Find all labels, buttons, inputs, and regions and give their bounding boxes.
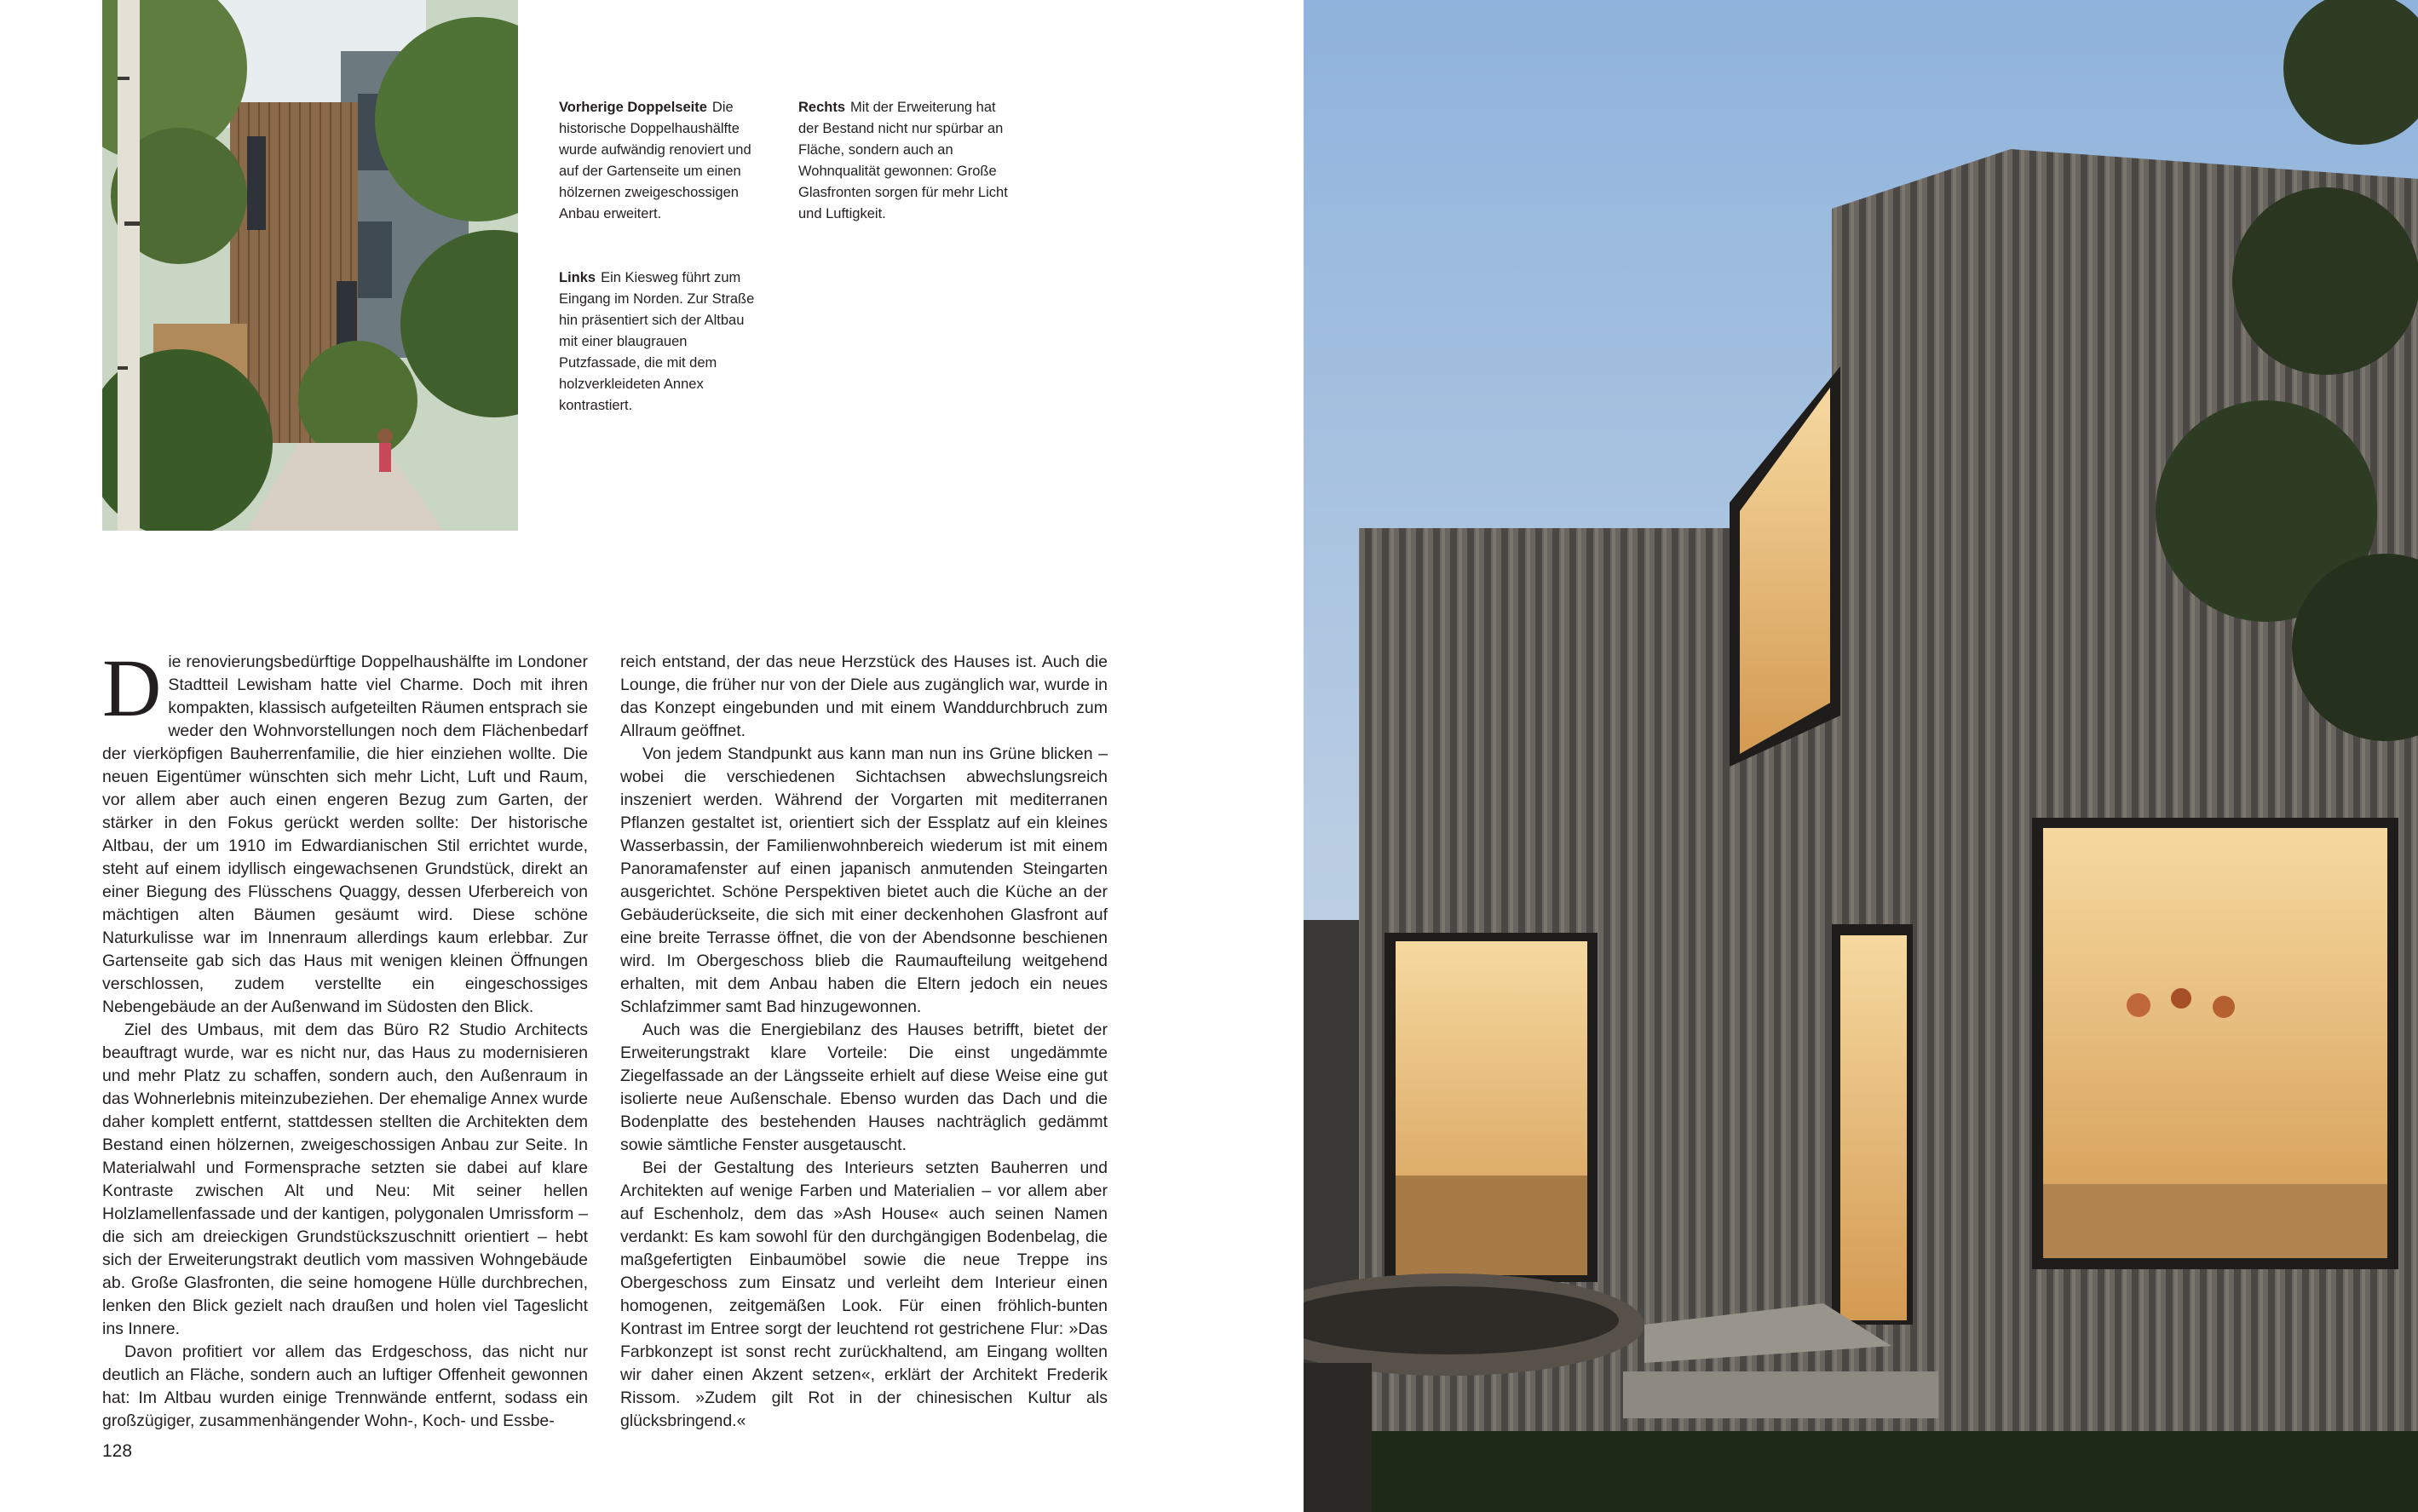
caption-label: Links — [559, 270, 596, 285]
article-column-2 — [620, 651, 1108, 1433]
photo-garden-path — [102, 0, 518, 531]
page-number: 128 — [102, 1441, 133, 1461]
article-paragraph: Ziel des Umbaus, mit dem das Büro R2 Studio Architects beauftragt wurde, war es nicht nur, das Haus zu modernisieren und mehr Platz zu schaffen, sondern auch, den Außenraum in das Wohnerlebnis miteinzubeziehen. Der ehemalige Annex wurde daher komplett entfernt, stattdessen stellten die Architekten dem Bestand einen hölzernen, zweigeschossigen Anbau zur Seite. In Materialwahl und Formensprache setzten sie dabei auf klare Kontraste zwischen Alt und Neu: Mit seiner hellen Holzlamellenfassade und der kantigen, polygonalen Umrissform – die sich am dreieckigen Grundstückszuschnitt orientiert – hebt sich der Erweiterungstrakt deutlich vom massiven Wohngebäude ab. Große Glasfronten, die seine homogene Hülle durchbrechen, lenken den Blick gezielt nach draußen und holen viel Tageslicht ins Innere. — [102, 1020, 588, 1338]
article-column-1 — [102, 642, 588, 1433]
article-paragraph: Davon profitiert vor allem das Erdgeschoss, das nicht nur deutlich an Fläche, sondern auch an luftiger Offenheit gewonnen hat: Im Altbau wurden einige Trennwände entfernt, sodass ein großzügiger, zusammenhängender Wohn-, Koch- und Essbe- — [102, 1342, 588, 1430]
caption-previous-spread — [559, 97, 763, 225]
article-paragraph: reich entstand, der das neue Herzstück des Hauses ist. Auch die Lounge, die früher nur von der Diele aus zugänglich war, wurde in das Konzept eingebunden und mit einem Wanddurchbruch zum Allraum geöffnet. — [620, 653, 1108, 740]
caption-text: Ein Kiesweg führt zum Eingang im Norden. Zur Straße hin präsentiert sich der Altbau mit einer blaugrauen Putzfassade, die mit dem holzverkleideten Annex kontrastiert. — [559, 270, 755, 413]
caption-text: Die historische Doppelhaushälfte wurde aufwändig renoviert und auf der Gartenseite um einen hölzernen zweigeschossigen Anbau erweitert. — [559, 100, 751, 221]
caption-label: Rechts — [798, 100, 846, 115]
caption-left — [559, 267, 763, 417]
caption-label: Vorherige Doppelseite — [559, 100, 707, 115]
dropcap: D — [102, 642, 162, 733]
article-paragraph: Die renovierungsbedürftige Doppelhaushälfte im Londoner Stadtteil Lewisham hatte viel Charme. Doch mit ihren kompakten, klassisch aufgeteilten Räumen entsprach sie weder den Wohnvorstellungen noch dem Flächenbedarf der vierköpfigen Bauherrenfamilie, die hier einziehen wollte. Die neuen Eigentümer wünschten sich mehr Licht, Luft und Raum, vor allem aber auch einen engeren Bezug zum Garten, der stärker in den Fokus gerückt werden sollte: Der historische Altbau, der um 1910 im Edwardianischen Stil errichtet wurde, steht auf einem idyllisch eingewachsenen Grundstück, direkt an einer Biegung des Flüsschens Quaggy, dessen Uferbereich von mächtigen alten Bäumen gesäumt wird. Diese schöne Naturkulisse war im Innenraum allerdings kaum erlebbar. Zur Gartenseite gab sich das Haus mit wenigen kleinen Öffnungen verschlossen, zudem verstellte ein eingeschossiges Nebengebäude an der Außenwand im Südosten den Blick. — [102, 642, 588, 1016]
caption-right — [798, 97, 1011, 225]
article-paragraph: Bei der Gestaltung des Interieurs setzten Bauherren und Architekten auf wenige Farben und Materialien – vor allem aber auf Eschenholz, dem das »Ash House« auch seinen Namen verdankt: Es kam sowohl für den durchgängigen Bodenbelag, die maßgefertigten Einbaumöbel sowie die neue Treppe ins Obergeschoss zum Einsatz und verleiht dem Interieur einen homogenen, zeitgemäßen Look. Für einen fröhlich-bunten Kontrast im Entree sorgt der leuchtend rot gestrichene Flur: »Das Farbkonzept ist sonst recht zurückhaltend, am Eingang wollten wir daher einen Akzent setzen«, erklärt der Architekt Frederik Rissom. »Zudem gilt Rot in der chinesischen Kultur als glücksbringend.« — [620, 1158, 1108, 1430]
article-paragraph: Auch was die Energiebilanz des Hauses betrifft, bietet der Erweiterungstrakt klare Vorteile: Die einst ungedämmte Ziegelfassade an der Längsseite erhielt auf diese Weise eine gut isolierte neue Außenschale. Ebenso wurden das Dach und die Bodenplatte des bestehenden Hauses nachträglich gedämmt sowie sämtliche Fenster ausgetauscht. — [620, 1020, 1108, 1154]
caption-text: Mit der Erweiterung hat der Bestand nicht nur spürbar an Fläche, sondern auch an Wohnqualität gewonnen: Große Glasfronten sorgen für mehr Licht und Luftigkeit. — [798, 100, 1008, 221]
article-paragraph: Von jedem Standpunkt aus kann man nun ins Grüne blicken – wobei die verschiedenen Sichtachsen abwechslungsreich inszeniert werden. Während der Vorgarten mit mediterranen Pflanzen gestaltet ist, orientiert sich der Essplatz auf ein kleines Wasserbassin, der Familienwohnbereich wiederum ist mit einem Panoramafenster auf einen japanisch anmutenden Steingarten ausgerichtet. Schöne Perspektiven bietet auch die Küche an der Gebäuderückseite, die sich mit einer deckenhohen Glasfront auf eine breite Terrasse öffnet, die von der Abendsonne beschienen wird. Im Obergeschoss blieb die Raumaufteilung weitgehend erhalten, mit dem Anbau haben die Eltern jedoch ein neues Schlafzimmer samt Bad hinzugewonnen. — [620, 745, 1108, 1016]
photo-timber-extension-dusk — [1304, 0, 2418, 1512]
